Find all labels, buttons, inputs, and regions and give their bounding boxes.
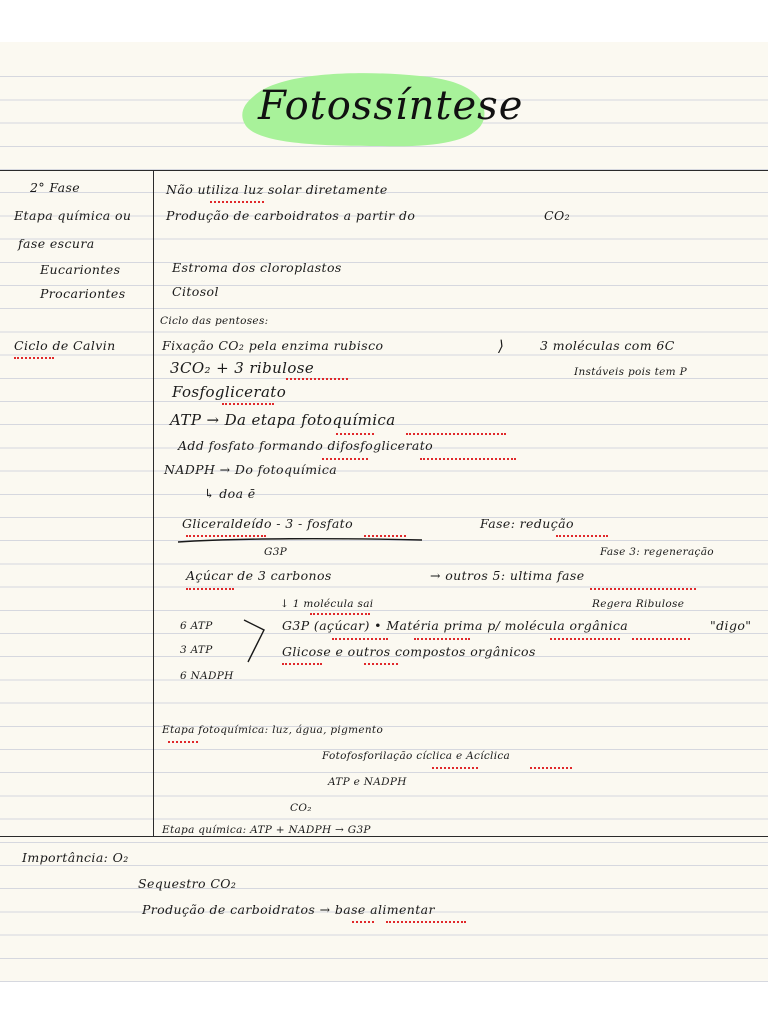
note-line: Fixação CO₂ pela enzima rubisco bbox=[162, 338, 384, 353]
underline-stroke bbox=[176, 536, 426, 546]
spellcheck-underline bbox=[322, 458, 368, 460]
left-eucariontes-label: Eucariontes bbox=[40, 262, 121, 277]
spellcheck-underline bbox=[530, 767, 572, 769]
left-ciclo-label: Ciclo de Calvin bbox=[14, 338, 116, 353]
left-fase-label: 2° Fase bbox=[30, 180, 81, 195]
note-arrow: ⟩ bbox=[498, 337, 505, 355]
note-line: 6 ATP bbox=[180, 620, 213, 632]
spellcheck-underline bbox=[336, 433, 374, 435]
spellcheck-underline bbox=[386, 921, 466, 923]
spellcheck-underline bbox=[282, 663, 322, 665]
note-line: Não utiliza luz solar diretamente bbox=[166, 182, 388, 197]
note-line: 3 ATP bbox=[180, 644, 213, 656]
spellcheck-underline bbox=[590, 588, 696, 590]
note-line: Glicose e outros compostos orgânicos bbox=[282, 644, 536, 659]
note-line: Fotofosforilação cíclica e Acíclica bbox=[322, 750, 511, 762]
spellcheck-underline bbox=[414, 638, 470, 640]
spellcheck-underline bbox=[432, 767, 478, 769]
note-line: Estroma dos cloroplastos bbox=[172, 260, 342, 275]
note-line: → outros 5: ultima fase bbox=[430, 568, 585, 583]
left-procariontes-label: Procariontes bbox=[40, 286, 126, 301]
note-line: Instáveis pois tem P bbox=[574, 366, 687, 378]
note-line: Gliceraldeído - 3 - fosfato bbox=[182, 516, 354, 531]
note-line: "digo" bbox=[710, 618, 752, 633]
note-line: Citosol bbox=[172, 284, 219, 299]
note-line: ATP → Da etapa fotoquímica bbox=[170, 411, 396, 429]
footer-divider bbox=[0, 836, 768, 837]
note-line: Fosfoglicerato bbox=[172, 383, 287, 401]
note-line: ATP e NADPH bbox=[328, 776, 407, 788]
spellcheck-underline bbox=[556, 535, 608, 537]
note-line: Regera Ribulose bbox=[592, 598, 685, 610]
spellcheck-underline bbox=[168, 741, 198, 743]
spellcheck-underline bbox=[186, 588, 234, 590]
spellcheck-underline bbox=[406, 433, 506, 435]
note-formula: CO₂ bbox=[544, 208, 571, 223]
note-line: CO₂ bbox=[290, 802, 312, 814]
note-line: NADPH → Do fotoquímica bbox=[164, 462, 338, 477]
spellcheck-underline bbox=[14, 357, 54, 359]
note-line: G3P (açúcar) • Matéria prima p/ molécula orgânica bbox=[282, 618, 629, 633]
spellcheck-underline bbox=[222, 403, 274, 405]
spellcheck-underline bbox=[310, 613, 370, 615]
note-line: ↳ doa ē bbox=[204, 486, 256, 501]
margin-line bbox=[153, 170, 154, 836]
note-line: Fase: redução bbox=[480, 516, 574, 531]
page-title: Fotossíntese bbox=[258, 83, 524, 129]
spellcheck-underline bbox=[420, 458, 516, 460]
spellcheck-underline bbox=[210, 201, 264, 203]
header-divider bbox=[0, 170, 768, 171]
spellcheck-underline bbox=[286, 378, 348, 380]
note-line: Etapa fotoquímica: luz, água, pigmento bbox=[162, 724, 384, 736]
note-line: Ciclo das pentoses: bbox=[160, 315, 269, 327]
footer-line: Importância: O₂ bbox=[22, 850, 129, 865]
note-line: Açúcar de 3 carbonos bbox=[186, 568, 332, 583]
note-line: 6 NADPH bbox=[180, 670, 234, 682]
spellcheck-underline bbox=[550, 638, 620, 640]
spellcheck-underline bbox=[332, 638, 388, 640]
note-line: Add fosfato formando difosfoglicerato bbox=[178, 438, 434, 453]
left-fase-escura-label: fase escura bbox=[18, 236, 95, 251]
footer-line: Produção de carboidratos → base alimentar bbox=[142, 902, 435, 917]
note-line: 3CO₂ + 3 ribulose bbox=[170, 359, 315, 377]
note-line: 3 moléculas com 6C bbox=[540, 338, 675, 353]
footer-line: Sequestro CO₂ bbox=[138, 876, 237, 891]
bracket-stroke bbox=[240, 616, 270, 666]
spellcheck-underline bbox=[364, 663, 398, 665]
note-line: Etapa química: ATP + NADPH → G3P bbox=[162, 824, 371, 836]
spellcheck-underline bbox=[352, 921, 374, 923]
note-line: G3P bbox=[264, 546, 288, 558]
spellcheck-underline bbox=[632, 638, 690, 640]
note-line: Produção de carboidratos a partir do bbox=[166, 208, 416, 223]
left-etapa-label: Etapa química ou bbox=[14, 208, 132, 223]
note-line: ↓ 1 molécula sai bbox=[280, 598, 374, 610]
note-line: Fase 3: regeneração bbox=[600, 546, 714, 558]
